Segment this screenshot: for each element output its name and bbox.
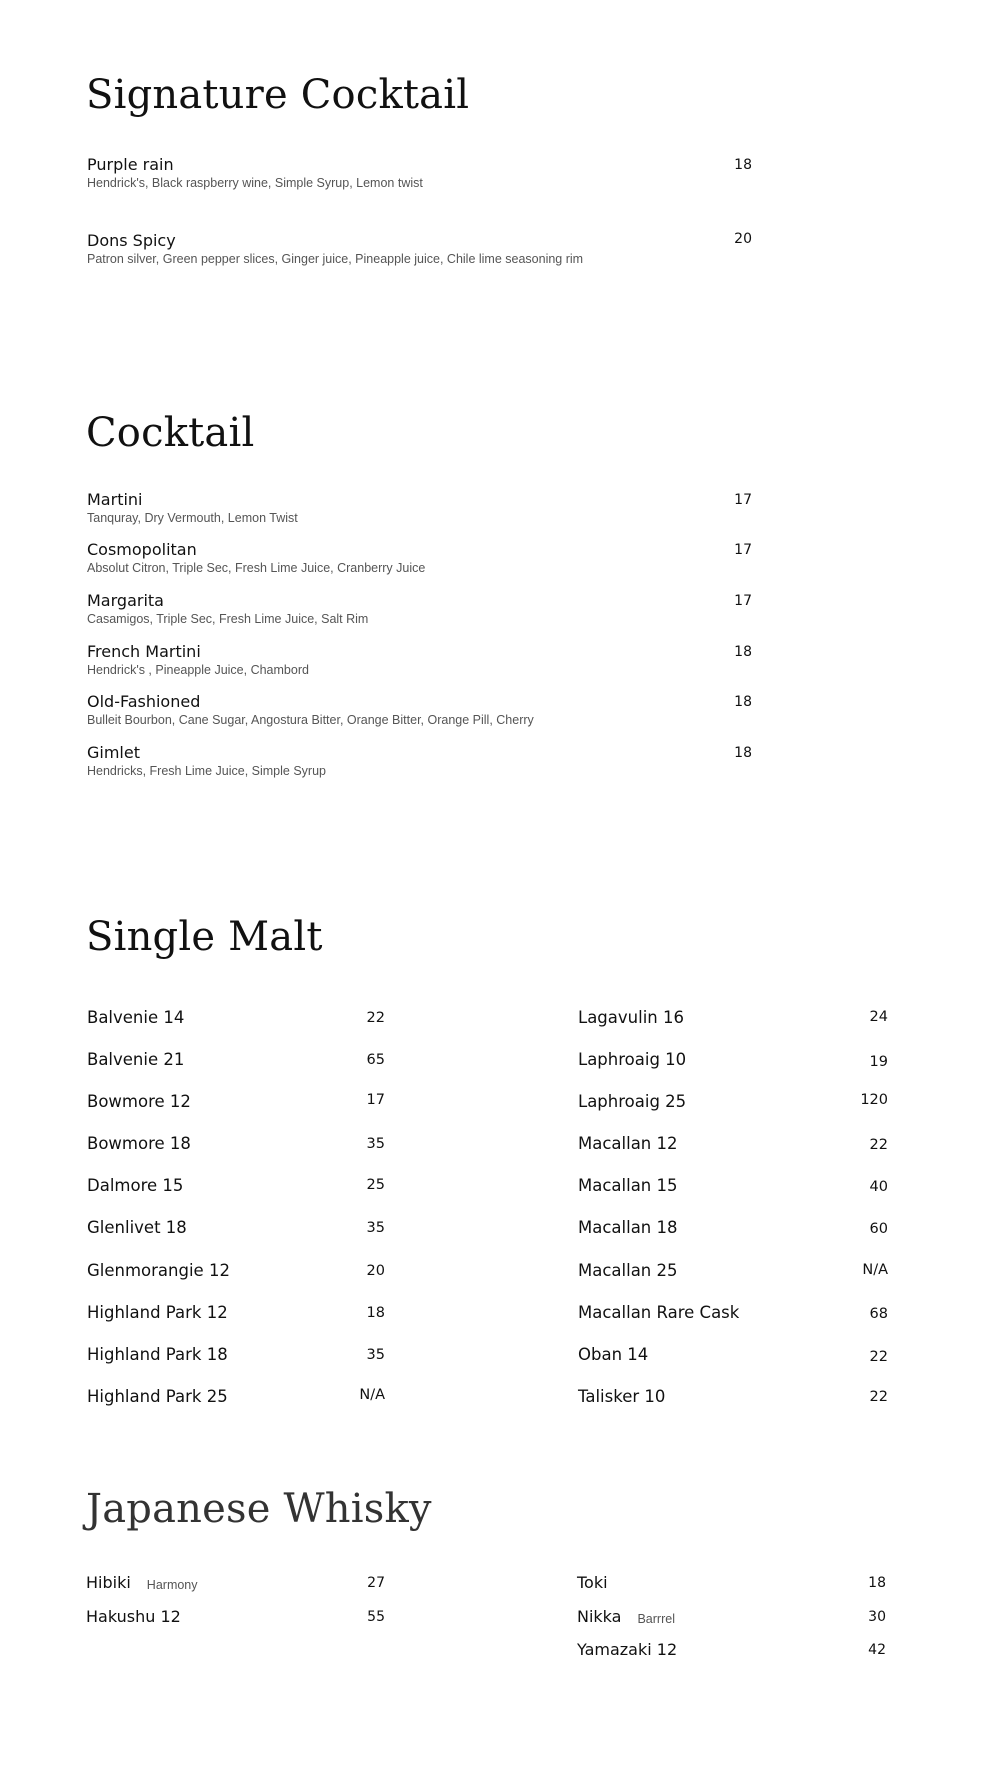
item-name: Macallan 15 <box>578 1176 678 1195</box>
item-description: Hendrick's , Pineapple Juice, Chambord <box>87 663 309 677</box>
item-name: Oban 14 <box>578 1345 649 1364</box>
menu-item <box>87 591 752 627</box>
item-name: Highland Park 12 <box>87 1303 228 1322</box>
item-price: 17 <box>734 593 752 609</box>
menu-item <box>87 155 752 191</box>
item-name <box>577 1572 608 1594</box>
item-price: 22 <box>869 1349 888 1365</box>
item-description: Hendricks, Fresh Lime Juice, Simple Syrup <box>87 764 326 778</box>
item-subtitle: Harmony <box>146 1578 198 1592</box>
item-price: 68 <box>869 1306 888 1322</box>
item-price: 18 <box>366 1305 385 1321</box>
item-name: Balvenie 14 <box>87 1008 185 1027</box>
item-price: 35 <box>366 1347 385 1363</box>
item-price: 25 <box>366 1177 385 1193</box>
item-price: 65 <box>366 1052 385 1068</box>
item-price: 24 <box>869 1009 888 1025</box>
item-name: Highland Park 25 <box>87 1387 228 1406</box>
item-price: 22 <box>869 1137 888 1153</box>
item-subtitle: Barrrel <box>637 1612 675 1626</box>
item-price: 27 <box>367 1575 385 1591</box>
item-name: Balvenie 21 <box>87 1050 185 1069</box>
menu-item <box>87 540 752 576</box>
menu-item <box>87 231 752 267</box>
item-price: 18 <box>734 745 752 761</box>
item-name: Macallan Rare Cask <box>578 1303 740 1322</box>
item-name: Lagavulin 16 <box>578 1008 684 1027</box>
item-price: 22 <box>869 1389 888 1405</box>
item-description: Hendrick's, Black raspberry wine, Simple Syrup, Lemon twist <box>87 176 423 190</box>
item-name: Margarita <box>87 591 164 610</box>
item-name-text: Nikka <box>577 1607 622 1626</box>
item-name: Laphroaig 10 <box>578 1050 687 1069</box>
item-price: 40 <box>869 1179 888 1195</box>
item-name <box>577 1639 677 1661</box>
item-name: Macallan 25 <box>578 1261 678 1280</box>
item-price: 55 <box>367 1609 385 1625</box>
item-name: Bowmore 12 <box>87 1092 191 1111</box>
item-price: 35 <box>366 1220 385 1236</box>
item-price: N/A <box>359 1387 385 1403</box>
item-name: French Martini <box>87 642 201 661</box>
item-name: Dons Spicy <box>87 231 176 250</box>
item-price: 20 <box>734 231 752 247</box>
item-price: N/A <box>862 1262 888 1278</box>
item-name-text: Hibiki <box>86 1573 131 1592</box>
item-price: 60 <box>869 1221 888 1237</box>
item-description: Bulleit Bourbon, Cane Sugar, Angostura Bitter, Orange Bitter, Orange Pill, Cherry <box>87 713 534 727</box>
menu-item <box>87 490 752 526</box>
item-price: 18 <box>734 644 752 660</box>
item-name: Gimlet <box>87 743 140 762</box>
item-description: Casamigos, Triple Sec, Fresh Lime Juice, Salt Rim <box>87 612 369 626</box>
item-name: Bowmore 18 <box>87 1134 191 1153</box>
signature-cocktail-title: Signature Cocktail <box>86 72 470 118</box>
menu-item <box>87 642 752 678</box>
item-price: 42 <box>868 1642 886 1658</box>
item-name-text: Hakushu 12 <box>86 1607 181 1626</box>
item-name: Cosmopolitan <box>87 540 197 559</box>
item-name: Talisker 10 <box>578 1387 666 1406</box>
item-price: 19 <box>869 1054 888 1070</box>
item-price: 17 <box>734 542 752 558</box>
item-description: Patron silver, Green pepper slices, Ginger juice, Pineapple juice, Chile lime seasoning rim <box>87 252 584 266</box>
item-price: 22 <box>366 1010 385 1026</box>
item-price: 18 <box>734 157 752 173</box>
menu-item <box>87 743 752 779</box>
item-name: Glenlivet 18 <box>87 1218 187 1237</box>
menu-item <box>87 692 752 728</box>
item-name <box>86 1606 181 1628</box>
item-description: Absolut Citron, Triple Sec, Fresh Lime Juice, Cranberry Juice <box>87 561 426 575</box>
item-description: Tanquray, Dry Vermouth, Lemon Twist <box>87 511 298 525</box>
item-price: 20 <box>366 1263 385 1279</box>
item-name: Macallan 12 <box>578 1134 678 1153</box>
item-price: 30 <box>868 1609 886 1625</box>
item-price: 120 <box>860 1092 888 1108</box>
cocktail-title: Cocktail <box>86 410 255 456</box>
item-name <box>577 1606 675 1629</box>
item-name: Highland Park 18 <box>87 1345 228 1364</box>
item-name: Laphroaig 25 <box>578 1092 687 1111</box>
item-name-text: Toki <box>577 1573 608 1592</box>
item-name: Martini <box>87 490 143 509</box>
item-name: Old-Fashioned <box>87 692 201 711</box>
item-price: 18 <box>734 694 752 710</box>
item-name: Glenmorangie 12 <box>87 1261 230 1280</box>
item-name-text: Yamazaki 12 <box>577 1640 678 1659</box>
japanese-whisky-title: Japanese Whisky <box>86 1486 432 1532</box>
item-name <box>86 1572 198 1595</box>
single-malt-title: Single Malt <box>86 914 323 960</box>
item-name: Dalmore 15 <box>87 1176 184 1195</box>
item-price: 17 <box>366 1092 385 1108</box>
item-name: Purple rain <box>87 155 174 174</box>
item-name: Macallan 18 <box>578 1218 678 1237</box>
item-price: 35 <box>366 1136 385 1152</box>
item-price: 17 <box>734 492 752 508</box>
item-price: 18 <box>868 1575 886 1591</box>
